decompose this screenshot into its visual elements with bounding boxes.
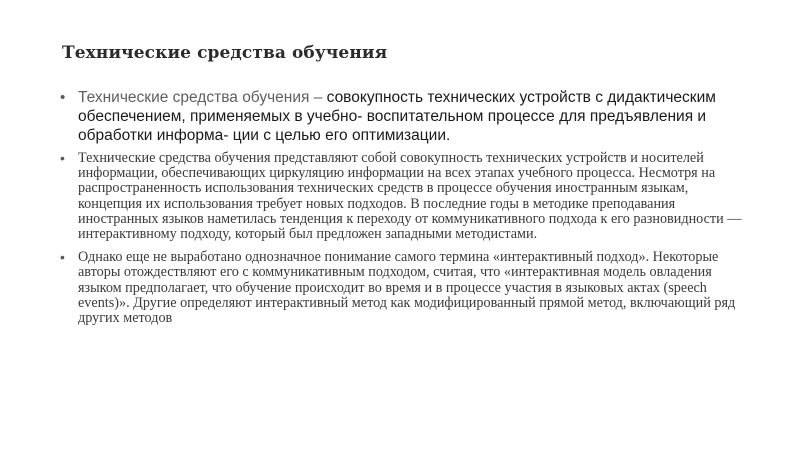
definition-text: совокупность технических устройств с дидактическим обеспечением, применяемых в учебно- воспитательном процессе для предъявления и обработки информа- ции с целью его оптимизации. [78,89,716,144]
definition-term: Технические средства обучения – [78,89,327,106]
bullet-dot-icon: • [60,249,65,266]
slide-title: Технические средства обучения [62,43,388,63]
bullet-item-interactive-approach [60,250,750,326]
bullet-item-description [60,151,750,242]
bullet-list [60,88,750,326]
interactive-approach-text: Однако еще не выработано однозначное понимание самого термина «интерактивный подход». Некоторые авторы отождествляют его с коммуникативным подходом, считая, что «интерактивная модель овладения языком предполагает, что обучение происходит во время и в процессе участия в языковых актах (speech events)». Другие определяют интерактивный метод как модифицированный прямой метод, включающий ряд других методов [78,249,736,327]
bullet-dot-icon: • [60,89,66,106]
bullet-item-definition [60,88,750,145]
description-text: Технические средства обучения представляют собой совокупность технических устройств и носителей информации, обеспечивающих циркуляцию информации на всех этапах учебного процесса. Несмотря на распространенность использования технических средств в процессе обучения иностранным языкам, концепция их использования требует новых подходов. В последние годы в методике преподавания иностранных языков наметилась тенденция к переходу от коммуникативного подхода к его разновидности — интерактивному подходу, который был предложен западными методистами. [78,150,742,243]
bullet-dot-icon: • [60,150,65,166]
